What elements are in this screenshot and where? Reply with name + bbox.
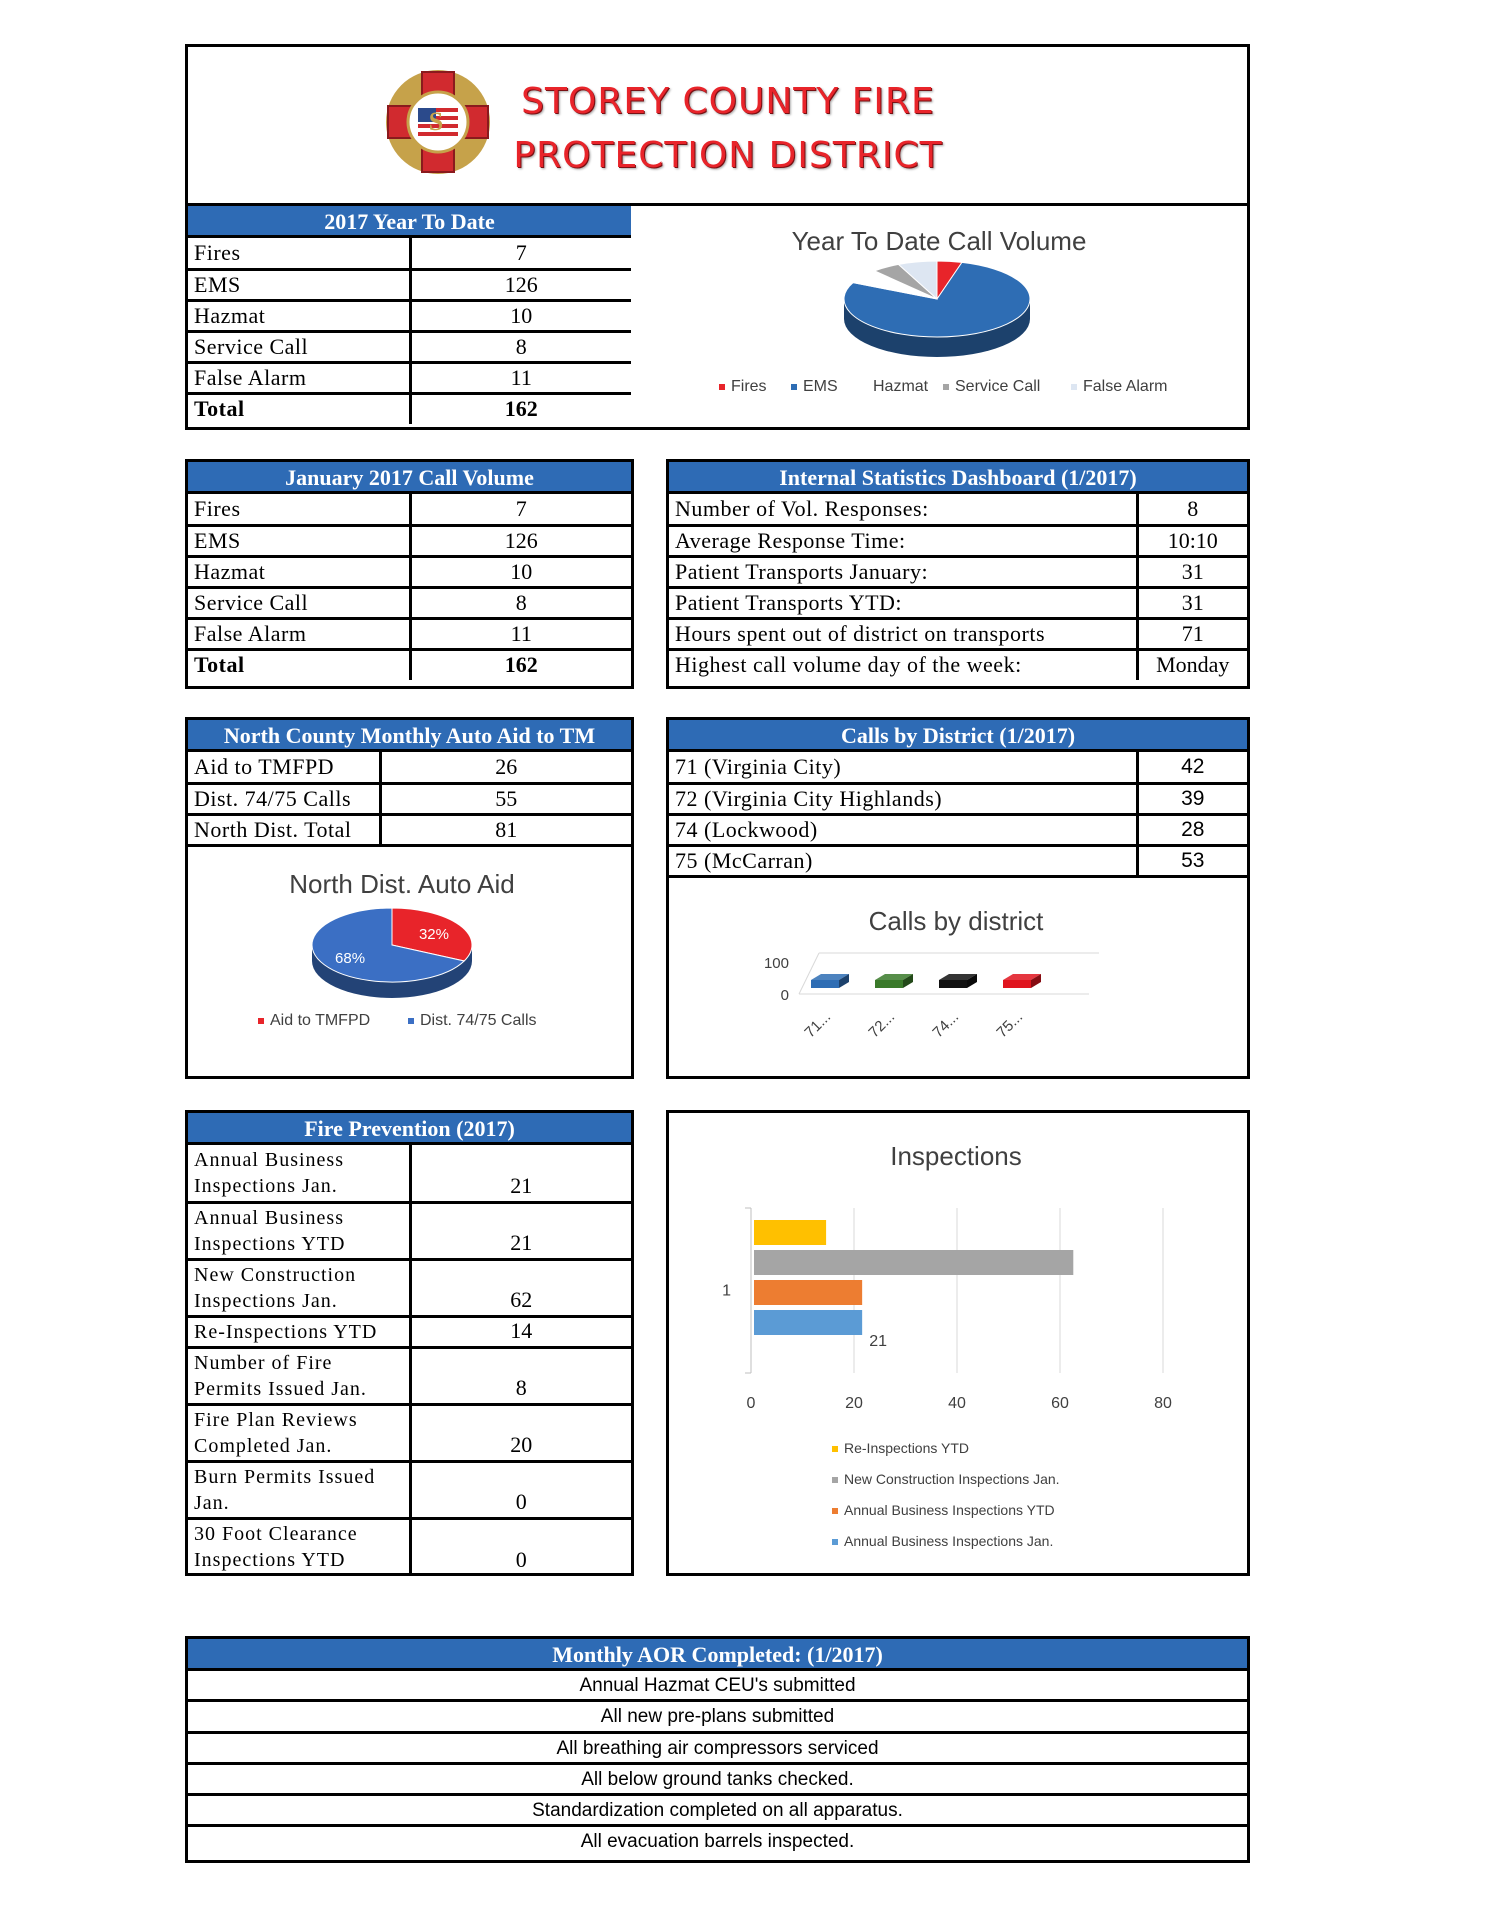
- table-row: [188, 362, 631, 393]
- row-label: Annual Business Inspections Jan.: [188, 1145, 410, 1202]
- row-label: Average Response Time:: [669, 525, 1137, 556]
- district-bar: [875, 980, 903, 988]
- table-row: [669, 587, 1247, 618]
- north-county-auto-aid-panel: [185, 717, 634, 1079]
- pie-data-label: 68%: [335, 949, 366, 967]
- fire-prevention-table: [185, 1110, 634, 1576]
- x-tick-label: 60: [1051, 1395, 1069, 1412]
- inspection-bar: [754, 1250, 1073, 1275]
- x-tick-label: 74...: [929, 1007, 963, 1041]
- y-category-label: 1: [722, 1282, 731, 1300]
- legend-swatch: [408, 1018, 414, 1024]
- row-label: Aid to TMFPD: [188, 752, 380, 783]
- internal-statistics-table: [666, 459, 1250, 689]
- calls-by-district-panel: [666, 717, 1250, 1079]
- chart-title: Year To Date Call Volume: [791, 226, 1087, 256]
- row-label: 72 (Virginia City Highlands): [669, 783, 1137, 814]
- legend-label: Service Call: [955, 378, 1041, 395]
- row-label: Service Call: [188, 331, 410, 362]
- row-label: New Construction Inspections Jan.: [188, 1259, 410, 1316]
- row-value: 53: [1181, 848, 1205, 872]
- table-row: [188, 587, 631, 618]
- table-row: [669, 618, 1247, 649]
- monthly-aor-table: [185, 1636, 1250, 1863]
- row-label: Highest call volume day of the week:: [669, 649, 1137, 680]
- row-value: 7: [410, 494, 631, 525]
- page-title: [488, 75, 968, 183]
- fire-district-badge-icon: [383, 67, 493, 177]
- legend-swatch: [832, 1508, 838, 1514]
- legend-label: False Alarm: [1083, 378, 1168, 395]
- table-row: [188, 1404, 631, 1461]
- row-label: Annual Business Inspections YTD: [188, 1202, 410, 1259]
- x-tick-label: 20: [845, 1395, 863, 1412]
- row-label: 30 Foot Clearance Inspections YTD: [188, 1518, 410, 1575]
- x-tick-label: 40: [948, 1395, 966, 1412]
- aor-item: Annual Hazmat CEU's submitted: [188, 1671, 1247, 1702]
- row-value: 8: [410, 587, 631, 618]
- table-row: [188, 783, 631, 814]
- row-label: False Alarm: [188, 618, 410, 649]
- north-pie-svg: [188, 847, 631, 1047]
- chart-legend: [719, 378, 1167, 395]
- table-row-total: [188, 649, 631, 680]
- table-row: [188, 238, 631, 269]
- table-row-total: [188, 393, 631, 424]
- ytd-table: [185, 203, 634, 430]
- row-value: 7: [410, 238, 631, 269]
- chart-legend: [258, 1012, 537, 1029]
- page-title-line-1: STOREY COUNTY FIRE: [521, 81, 935, 122]
- row-value: 81: [495, 816, 518, 842]
- row-value: 11: [410, 618, 631, 649]
- district-bars: [764, 953, 1099, 1041]
- bar-data-label: 21: [869, 1333, 888, 1350]
- legend-swatch: [832, 1446, 838, 1452]
- prevention-table-title: Fire Prevention (2017): [188, 1113, 631, 1145]
- january-call-volume-table: [185, 459, 634, 689]
- legend-label: EMS: [803, 378, 838, 395]
- inspections-chart: [666, 1110, 1250, 1576]
- row-value: 21: [410, 1145, 631, 1202]
- row-value: 39: [1137, 783, 1247, 814]
- table-row: [188, 525, 631, 556]
- row-label: EMS: [188, 269, 410, 300]
- legend-label: Aid to TMFPD: [270, 1011, 371, 1029]
- table-row: [188, 1316, 631, 1347]
- ytd-pie-svg: [631, 206, 1247, 427]
- table-row: [188, 1347, 631, 1404]
- table-row: [188, 1259, 631, 1316]
- row-value: 10:10: [1137, 525, 1247, 556]
- row-label: Number of Vol. Responses:: [669, 494, 1137, 525]
- table-row: [188, 300, 631, 331]
- ytd-table-title: 2017 Year To Date: [188, 206, 631, 238]
- row-label: Patient Transports YTD:: [669, 587, 1137, 618]
- row-value: Monday: [1156, 652, 1230, 678]
- legend-swatch: [791, 384, 797, 390]
- total-value: 162: [504, 396, 538, 422]
- table-row: [669, 494, 1247, 525]
- table-row: [188, 1461, 631, 1518]
- row-label: Hazmat: [188, 300, 410, 331]
- chart-title: Inspections: [890, 1141, 1022, 1171]
- north-pie: [312, 908, 472, 998]
- legend-label: Annual Business Inspections YTD: [844, 1502, 1055, 1518]
- legend-swatch: [258, 1018, 264, 1024]
- row-label: Dist. 74/75 Calls: [188, 783, 380, 814]
- row-label: 74 (Lockwood): [669, 814, 1137, 845]
- row-value: 0: [410, 1461, 631, 1518]
- legend-swatch: [943, 384, 949, 390]
- aor-table-title: Monthly AOR Completed: (1/2017): [188, 1639, 1247, 1671]
- row-value: 126: [410, 269, 631, 300]
- x-tick-label: 71...: [801, 1007, 835, 1041]
- row-label: Hazmat: [188, 556, 410, 587]
- row-label: North Dist. Total: [188, 814, 380, 845]
- row-label: EMS: [188, 525, 410, 556]
- page-title-line-2: PROTECTION DISTRICT: [513, 135, 943, 176]
- row-label: Fires: [188, 494, 410, 525]
- row-label: Re-Inspections YTD: [188, 1316, 410, 1347]
- total-label: Total: [188, 649, 410, 680]
- table-row: [669, 845, 1247, 876]
- row-label: False Alarm: [188, 362, 410, 393]
- aor-item: All new pre-plans submitted: [188, 1702, 1247, 1733]
- svg-text:S: S: [428, 107, 444, 136]
- x-tick-label: 75...: [993, 1007, 1027, 1041]
- inspections-bars: [722, 1208, 1172, 1549]
- table-row: [669, 783, 1247, 814]
- aor-item: Standardization completed on all apparatus.: [188, 1796, 1247, 1827]
- table-row: [188, 1518, 631, 1575]
- table-row: [188, 814, 631, 845]
- table-row: [188, 556, 631, 587]
- table-row: [188, 269, 631, 300]
- inspections-bar-svg: [669, 1113, 1247, 1573]
- table-row: [669, 752, 1247, 783]
- legend-swatch: [719, 384, 725, 390]
- row-value: 8: [410, 1347, 631, 1404]
- row-value: 10: [410, 556, 631, 587]
- y-tick-label: 100: [763, 954, 789, 972]
- legend-swatch: [832, 1477, 838, 1483]
- internal-table-title: Internal Statistics Dashboard (1/2017): [669, 462, 1247, 494]
- total-label: Total: [188, 393, 410, 424]
- row-value: 20: [410, 1404, 631, 1461]
- ytd-call-volume-chart: [631, 203, 1250, 430]
- legend-label: Annual Business Inspections Jan.: [844, 1533, 1054, 1549]
- row-label: Fires: [188, 238, 410, 269]
- total-value: 162: [504, 652, 538, 678]
- row-label: Hours spent out of district on transports: [669, 618, 1137, 649]
- y-tick-label: 0: [780, 986, 789, 1004]
- table-row: [188, 1145, 631, 1202]
- pie-data-label: 32%: [418, 925, 449, 943]
- aor-item: All evacuation barrels inspected.: [580, 1831, 855, 1853]
- row-value: 31: [1137, 587, 1247, 618]
- row-label: Burn Permits Issued Jan.: [188, 1461, 410, 1518]
- row-value: 26: [380, 752, 631, 783]
- row-value: 126: [410, 525, 631, 556]
- inspection-bar: [754, 1220, 826, 1245]
- district-bar: [939, 980, 967, 988]
- x-tick-label: 0: [746, 1395, 756, 1412]
- chart-title: Calls by district: [868, 905, 1044, 936]
- row-value: 0: [515, 1547, 527, 1572]
- table-row: [669, 556, 1247, 587]
- district-bar: [811, 980, 839, 988]
- table-row: [188, 331, 631, 362]
- district-bar-svg: [669, 878, 1247, 1078]
- row-label: 71 (Virginia City): [669, 752, 1137, 783]
- row-value: 14: [410, 1316, 631, 1347]
- district-table-title: Calls by District (1/2017): [669, 720, 1247, 752]
- legend-label: Dist. 74/75 Calls: [420, 1011, 537, 1029]
- table-row: [188, 494, 631, 525]
- district-bar: [1003, 980, 1031, 988]
- row-label: Number of Fire Permits Issued Jan.: [188, 1347, 410, 1404]
- row-value: 8: [1137, 494, 1247, 525]
- row-value: 28: [1137, 814, 1247, 845]
- ytd-pie: [844, 261, 1030, 357]
- legend-swatch: [861, 384, 867, 390]
- row-value: 31: [1137, 556, 1247, 587]
- legend-label: Fires: [731, 378, 767, 395]
- x-tick-label: 80: [1154, 1395, 1172, 1412]
- row-value: 10: [410, 300, 631, 331]
- row-value: 55: [380, 783, 631, 814]
- chart-title: North Dist. Auto Aid: [289, 868, 515, 899]
- january-table-title: January 2017 Call Volume: [188, 462, 631, 494]
- row-value: 8: [410, 331, 631, 362]
- table-row: [188, 752, 631, 783]
- x-tick-label: 72...: [865, 1007, 899, 1041]
- inspection-bar: [754, 1310, 862, 1335]
- table-row: [669, 814, 1247, 845]
- table-row: [669, 525, 1247, 556]
- aor-item: All breathing air compressors serviced: [188, 1734, 1247, 1765]
- legend-swatch: [832, 1539, 838, 1545]
- row-label: Fire Plan Reviews Completed Jan.: [188, 1404, 410, 1461]
- aor-item: All below ground tanks checked.: [188, 1765, 1247, 1796]
- legend-label: Hazmat: [873, 378, 929, 395]
- table-row: [669, 649, 1247, 680]
- row-label: Service Call: [188, 587, 410, 618]
- table-row: [188, 618, 631, 649]
- page-header: [185, 44, 1250, 206]
- row-value: 11: [410, 362, 631, 393]
- legend-swatch: [1071, 384, 1077, 390]
- legend-label: Re-Inspections YTD: [844, 1440, 970, 1456]
- table-row: [188, 1202, 631, 1259]
- legend-label: New Construction Inspections Jan.: [844, 1471, 1060, 1487]
- north-table-title: North County Monthly Auto Aid to TM: [188, 720, 631, 752]
- row-value: 62: [410, 1259, 631, 1316]
- inspection-bar: [754, 1280, 862, 1305]
- row-value: 21: [410, 1202, 631, 1259]
- row-label: Patient Transports January:: [669, 556, 1137, 587]
- row-value: 42: [1137, 752, 1247, 783]
- row-label: 75 (McCarran): [669, 845, 1137, 876]
- row-value: 71: [1137, 618, 1247, 649]
